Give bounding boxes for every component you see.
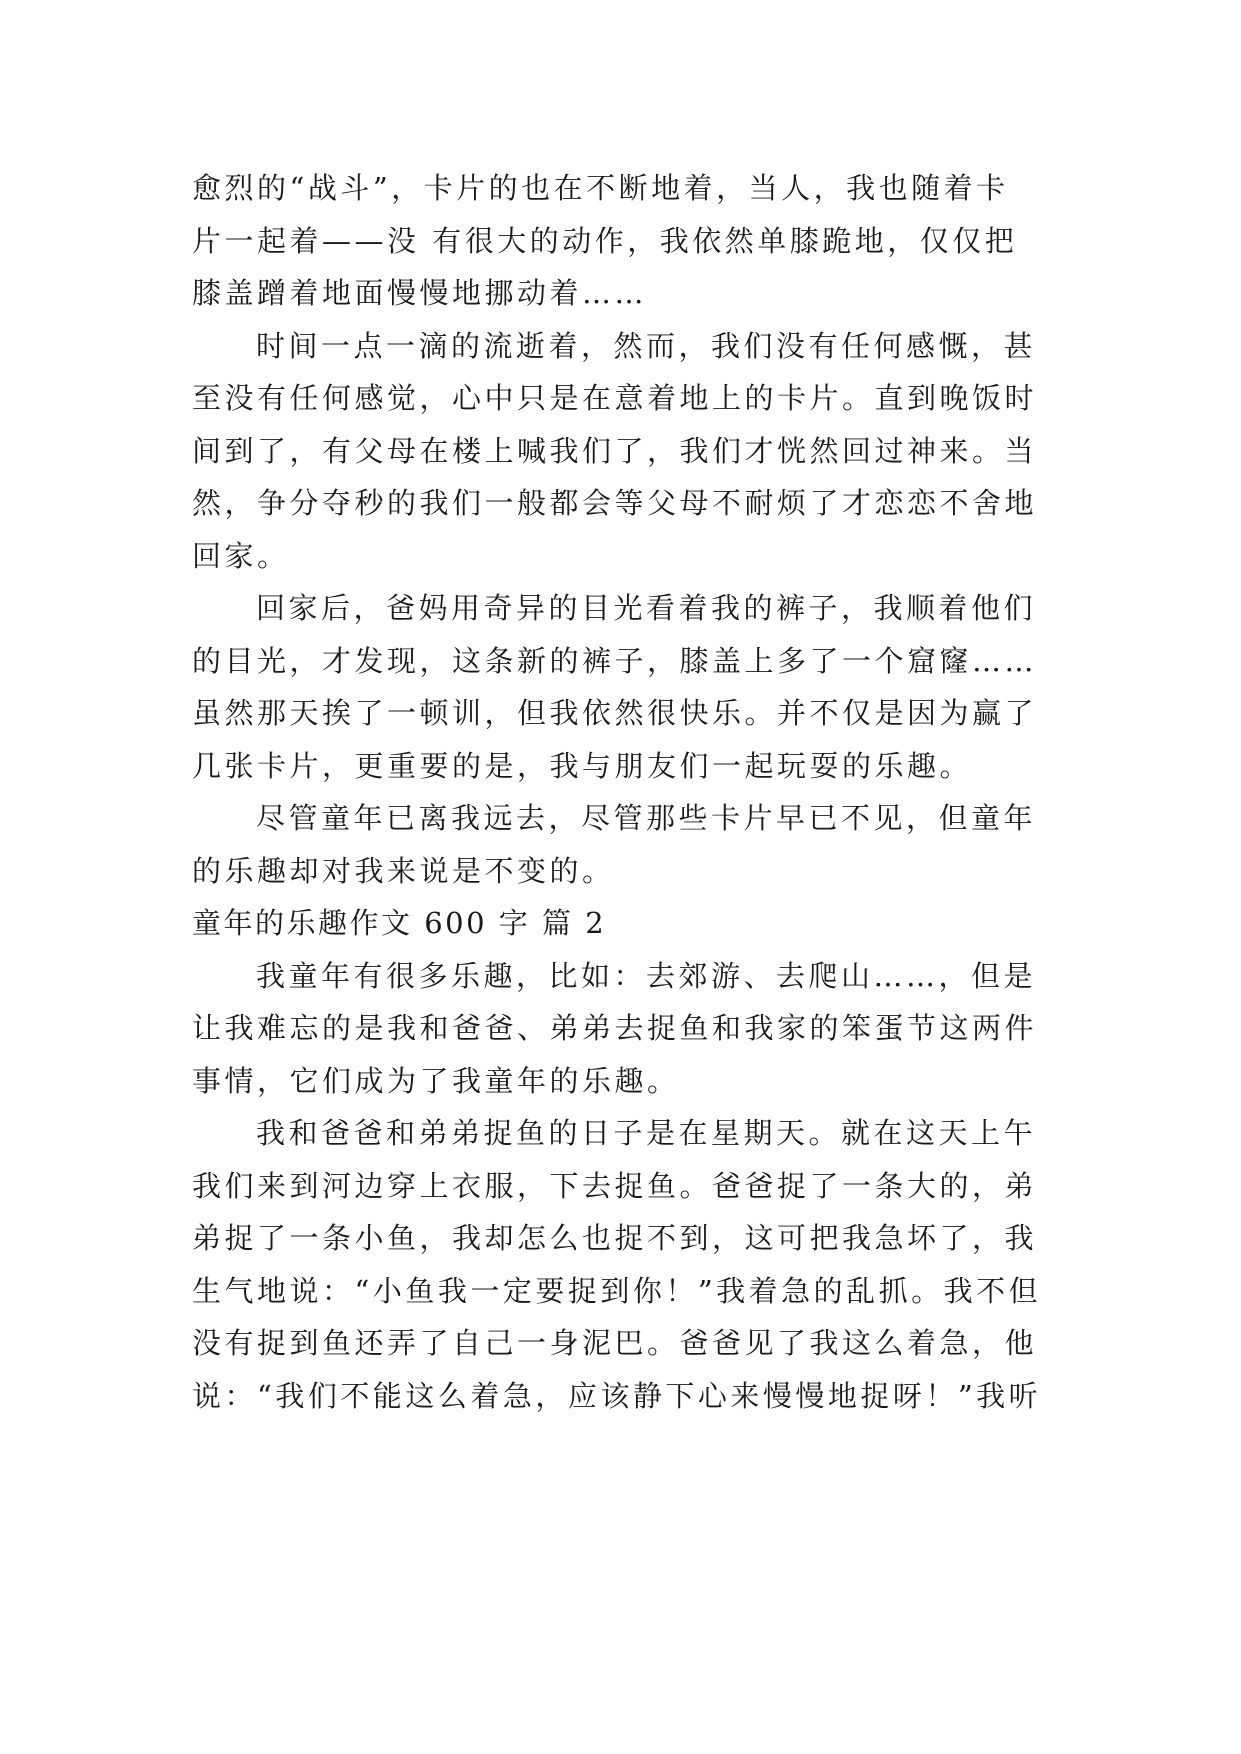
text-line: 事情，它们成为了我童年的乐趣。	[192, 1063, 680, 1098]
paragraph-6	[192, 1107, 1054, 1422]
text-line: 回家后，爸妈用奇异的目光看着我的裤子，我顺着他们	[256, 591, 1037, 625]
paragraph-4	[192, 792, 1054, 897]
text-line: 膝盖蹭着地面慢慢地挪动着……	[192, 276, 648, 310]
text-line: 说：“我们不能这么着急，应该静下心来慢慢地捉呀！”我听	[192, 1378, 1042, 1413]
text-line: 没有捉到鱼还弄了自己一身泥巴。爸爸见了我这么着急，他	[192, 1326, 1038, 1360]
text-line: 的乐趣却对我来说是不变的。	[192, 853, 615, 888]
paragraph-2	[192, 320, 1054, 583]
text-line: 生气地说：“小鱼我一定要捉到你！”我着急的乱抓。我不但	[192, 1273, 1042, 1308]
text-line: 然，争分夺秒的我们一般都会等父母不耐烦了才恋恋不舍地	[192, 486, 1038, 520]
text-line: 让我难忘的是我和爸爸、弟弟去捉鱼和我家的笨蛋节这两件	[192, 1011, 1038, 1045]
text-line: 的目光，才发现，这条新的裤子，膝盖上多了一个窟窿……	[192, 643, 1038, 678]
section-heading	[192, 897, 1054, 950]
paragraph-3	[192, 582, 1054, 792]
text-line: 愈烈的“战斗”，卡片的也在不断地着，当人，我也随着卡	[192, 171, 1009, 205]
text-line: 我们来到河边穿上衣服，下去捉鱼。爸爸捉了一条大的，弟	[192, 1168, 1038, 1203]
text-line: 时间一点一滴的流逝着，然而，我们没有任何感慨，甚	[256, 328, 1037, 363]
text-line: 几张卡片，更重要的是，我与朋友们一起玩耍的乐趣。	[192, 748, 973, 783]
paragraph-1	[192, 162, 1054, 320]
text-line: 回家。	[192, 538, 290, 573]
text-line: 片一起着——没 有很大的动作，我依然单膝跪地，仅仅把	[192, 223, 1018, 258]
text-line: 间到了，有父母在楼上喊我们了，我们才恍然回过神来。当	[192, 433, 1038, 468]
document-page	[192, 162, 1054, 1422]
text-line: 我和爸爸和弟弟捉鱼的日子是在星期天。就在这天上午	[256, 1116, 1037, 1150]
paragraph-5	[192, 950, 1054, 1108]
text-line: 我童年有很多乐趣，比如：去郊游、去爬山……，但是	[256, 958, 1037, 993]
text-line: 尽管童年已离我远去，尽管那些卡片早已不见，但童年	[256, 801, 1037, 835]
essay-title: 童年的乐趣作文 600 字 篇 2	[192, 906, 607, 940]
text-line: 至没有任何感觉，心中只是在意着地上的卡片。直到晚饭时	[192, 381, 1038, 415]
text-line: 虽然那天挨了一顿训，但我依然很快乐。并不仅是因为赢了	[192, 696, 1038, 730]
text-line: 弟捉了一条小鱼，我却怎么也捉不到，这可把我急坏了，我	[192, 1221, 1038, 1255]
